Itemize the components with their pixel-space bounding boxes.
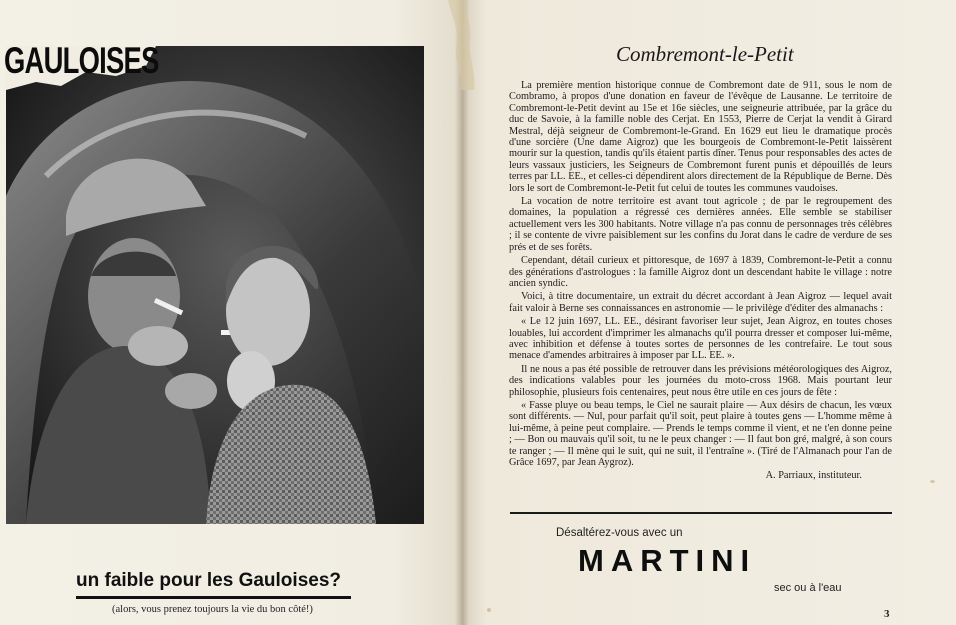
article-title: Combremont-le-Petit [616,42,794,66]
ad-photo [6,46,424,524]
couple-under-raincoat-illustration [6,46,424,524]
article-signature: A. Parriaux, instituteur. [765,470,862,482]
left-page [0,0,462,625]
article-body [509,80,892,484]
article-quote: « Le 12 juin 1697, LL. EE., désirant favoriser leur sujet, Jean Aigroz, en toutes choses louables, lui accordent d'imprimer les almanachs qu'il pourra dresser et composer lui-même, avec inhibition et défense à toutes sortes de personnes de les contrefaire. Le tout sous menace d'amendes arbitraires à imposer par LL. EE. ». [509,316,892,362]
gauloises-logo: GAULOISES [4,40,159,81]
article-paragraph: Il ne nous a pas été possible de retrouver dans les prévisions météorologiques des Aigroz, des indications valables pour les journées du moto-cross 1968. Mais pourtant leur philosophie, plusieurs fois centenaires, peut nous être utile en ces jours de fête : [509,363,892,398]
article-paragraph: Cependant, détail curieux et pittoresque, de 1697 à 1839, Combremont-le-Petit a connu des générations d'astrologues : la famille Aigroz dont un descendant habite le village : notre ancien syndic. [509,255,892,289]
page-number: 3 [884,608,890,620]
article-paragraph: La première mention historique connue de Combremont date de 911, sous le nom de Combramo, à propos d'une donation en faveur de l'évêque de Lausanne. Le territoire de Combremont-le-Petit devint au 15e et 16e siècles, une seigneurie attribuée, par la grâce du duc de Savoie, à la famille noble des Cerjat. En 1553, Pierre de Cerjat la vendit à Girard Mestral, déjà seigneur de Combremont-le-Grand. En 1629 eut lieu le dramatique procès d'une sorcière (Une dame Aigroz) que les bourgeois de Combremont-le-Petit laissèrent mourir sur la question, tandis qu'ils étaient partis dîner. Tenus pour responsables des actes de leurs vassaux justiciers, les Seigneurs de Combremont furent punis et dépouillés de leurs terres par LL. EE., et celles-ci dépendirent alors directement de la République de Berne. Dès lors le sort de Combremont-le-Petit fut celui de toutes les communes vaudoises. [509,80,892,194]
page-gutter [455,0,469,625]
torn-edge-decoration [430,0,482,90]
martini-lead-text: Désaltérez-vous avec un [556,527,683,539]
slogan-underline [76,596,351,599]
article-paragraph: Voici, à titre documentaire, un extrait du décret accordant à Jean Aigroz — lequel avait fait valoir à Berne ses connaissances en astronomie — le privilège d'éditer des almanachs : [509,291,892,314]
martini-subtext: sec ou à l'eau [774,582,842,594]
ad-slogan: un faible pour les Gauloises? [76,570,341,591]
article-quote: « Fasse pluye ou beau temps, le Ciel ne saurait plaire — Aux désirs de chacun, les vœux sont différents. — Nul, pour parfait qu'il soit, peut plaire à toutes gens — L'homme même à lui-même, à peine peut complaire. — Prends le temps comme il vient, et ne t'en donne peine ; — Bon ou mauvais qu'il soit, tu ne le peux changer : — Il faut bon gré, malgré, à son cours te ranger ; — Il mène qui le suit, qui ne suit, il l'entraîne ». (Tiré de l'Almanach pour l'an de Grâce 1697, par Jean Aygroz). [509,399,892,468]
paper-stain [930,480,935,483]
martini-logo: MARTINI [578,543,757,578]
section-divider [510,512,892,514]
article-paragraph: La vocation de notre territoire est avant tout agricole ; de par le regroupement des domaines, la population a régressé ces dernières années. Elle semble se stabiliser actuellement vers les 300 habitants. Notre village n'a pas connu de personnages très célèbres ; il se contente de vivre paisiblement sur les confins du Jorat dans le cadre de verdure de ses prés et de ses forêts. [509,196,892,253]
paper-stain [487,608,491,612]
ad-tagline: (alors, vous prenez toujours la vie du bon côté!) [112,604,313,615]
